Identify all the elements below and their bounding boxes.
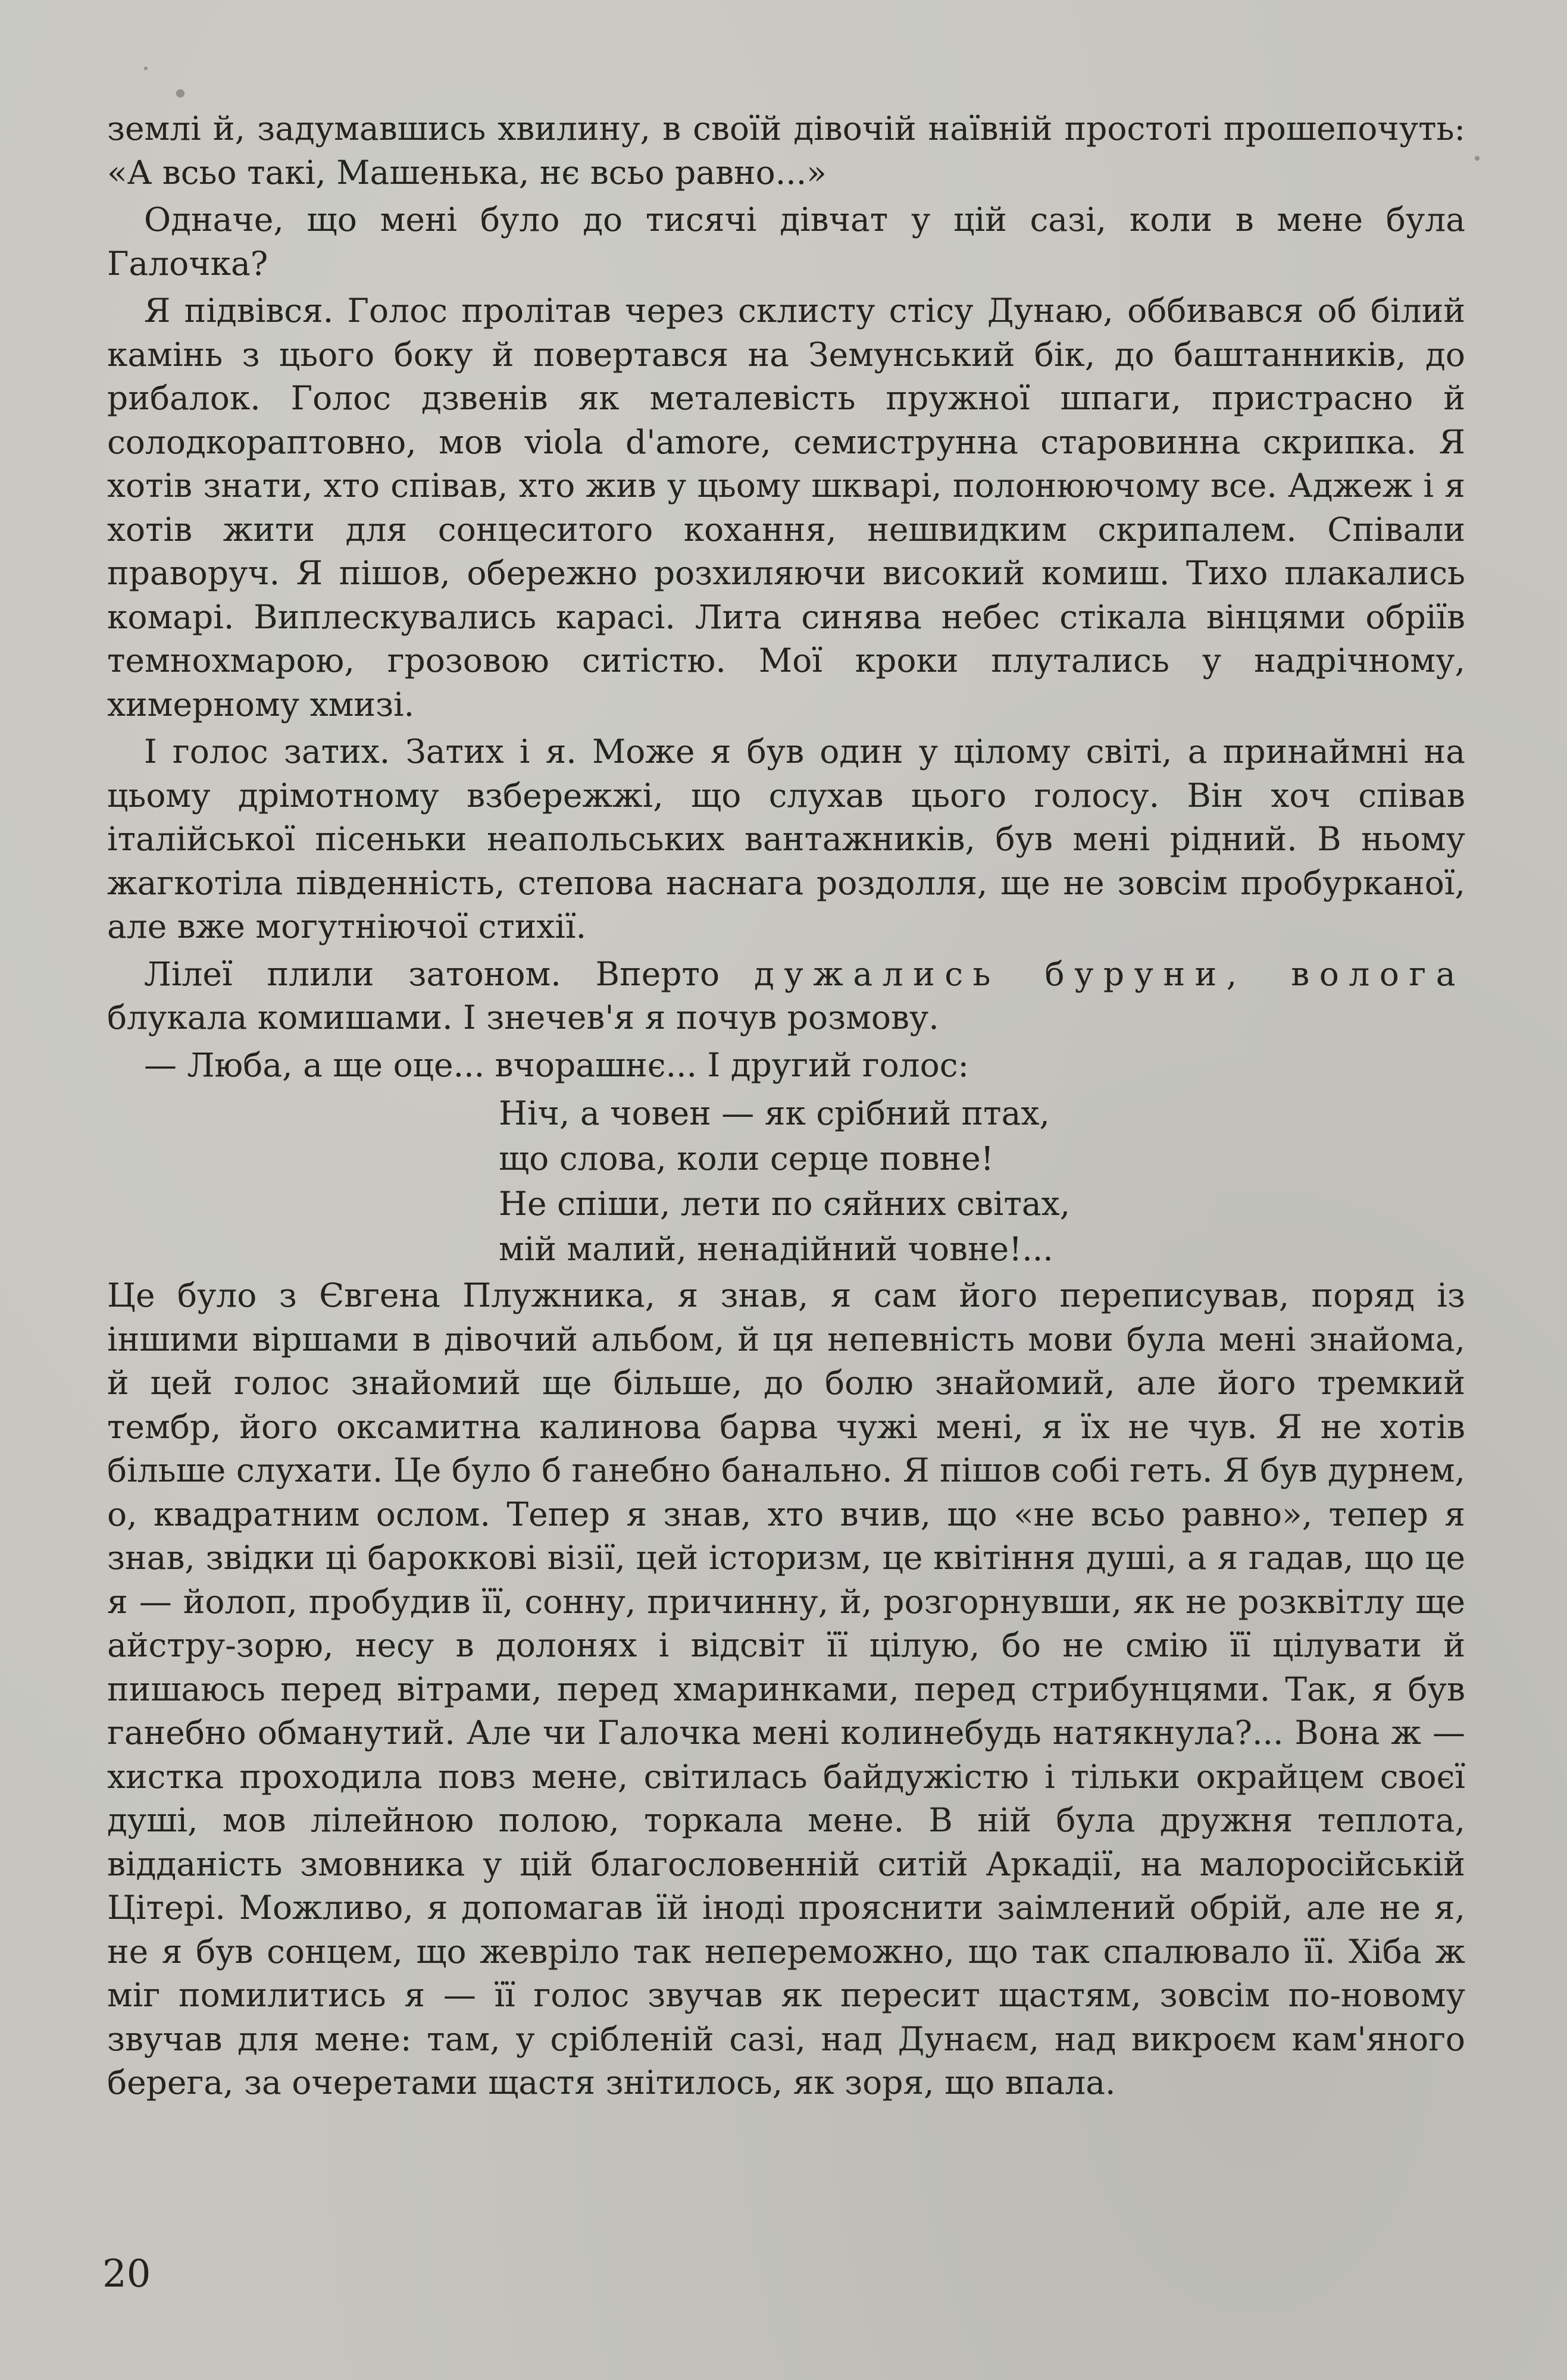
paper-speck xyxy=(144,67,148,70)
page-number: 20 xyxy=(102,2252,151,2296)
spaced-text-run: дужались буруни, волога xyxy=(754,954,1465,993)
poem-line: мій малий, ненадійний човне!... xyxy=(499,1230,1053,1268)
paper-speck xyxy=(1475,156,1480,161)
body-text xyxy=(107,107,1465,2109)
poem-quote xyxy=(107,1091,1465,1272)
paragraph: Я підвівся. Голос пролітав через склисту стісу Дунаю, оббивався об білий камінь з цього боку й повертався на Земунський бік, до баштанників, до рибалок. Голос дзвенів як металевість пружної шпаги, пристрасно й солодкораптовно, мов viola d'amore, семиструнна старовинна скрипка. Я хотів знати, хто співав, хто жив у цьому шкварі, полонюючому все. Аджеж і я хотів жити для сонцеситого кохання, нешвидким скрипалем. Співали праворуч. Я пішов, обережно розхиляючи високий комиш. Тихо плакались комарі. Виплескувались карасі. Лита синява небес стікала вінцями обріїв темнохмарою, грозовою ситістю. Мої кроки плутались у надрічному, химерному хмизі. xyxy=(107,292,1465,724)
paper-speck xyxy=(176,89,184,98)
paragraph: І голос затих. Затих і я. Може я був один у цілому світі, а принаймні на цьому дрімотному взбережжі, що слухав цього голосу. Він хоч співав італійської пісеньки неапольських вантажників, був мені рідний. В ньому жагкотіла південність, степова наснага роздолля, ще не зовсім пробурканої, але вже могутніючої стихії. xyxy=(107,732,1465,945)
paragraph: землі й, задумавшись хвилину, в своїй дівочій наївній простоті прошепочуть: «А всьо такі, Машенька, нє всьо равно...» xyxy=(107,109,1465,192)
paragraph: — Люба, а ще оце... вчорашнє... І другий голос: xyxy=(144,1045,969,1084)
paragraph: Одначе, що мені було до тисячі дівчат у цій сазі, коли в мене була Галочка? xyxy=(107,201,1465,283)
poem-line: Ніч, а човен — як срібний птах, xyxy=(499,1094,1050,1132)
poem-line: Не спіши, лети по сяйних світах, xyxy=(499,1185,1071,1223)
text-run: блукала комишами. І знечев'я я почув розмову. xyxy=(107,998,939,1036)
paragraph xyxy=(107,953,1465,1040)
paragraph: Це було з Євгена Плужника, я знав, я сам його переписував, поряд із іншими віршами в дівочий альбом, й ця непевність мови була мені знайома, й цей голос знайомий ще більше, до болю знайомий, але його тремкий тембр, його оксамитна калинова барва чужі мені, я їх не чув. Я не хотів більше слухати. Це було б ганебно банально. Я пішов собі геть. Я був дурнем, о, квадратним ослом. Тепер я знав, хто вчив, що «не всьо равно», тепер я знав, звідки ці бароккові візії, цей історизм, це квітіння душі, а я гадав, що це я — йолоп, пробудив її, сонну, причинну, й, розгорнувши, як не розквітлу ще айстру-зорю, несу в долонях і відсвіт її цілую, бо не смію її цілувати й пишаюсь перед вітрами, перед хмаринками, перед стрибунцями. Так, я був ганебно обманутий. Але чи Галочка мені колинебудь натякнула?... Вона ж — хистка проходила повз мене, світилась байдужістю і тільки окрайцем своєї душі, мов лілейною полою, торкала мене. В ній була дружня теплота, відданість змовника у цій благословенній ситій Аркадії, на малоросійській Цітері. Можливо, я допомагав їй іноді прояснити заімлений обрій, але не я, не я був сонцем, що жевріло так непереможно, що так спалювало її. Хіба ж міг помилитись я — її голос звучав як пересит щастям, зовсім по-новому звучав для мене: там, у срібленій сазі, над Дунаєм, над викроєм кам'яного берега, за очеретами щастя знітилось, як зоря, що впала. xyxy=(107,1276,1465,2102)
poem-line: що слова, коли серце повне! xyxy=(499,1139,994,1178)
text-run: Лілеї плили затоном. Вперто xyxy=(144,954,755,993)
